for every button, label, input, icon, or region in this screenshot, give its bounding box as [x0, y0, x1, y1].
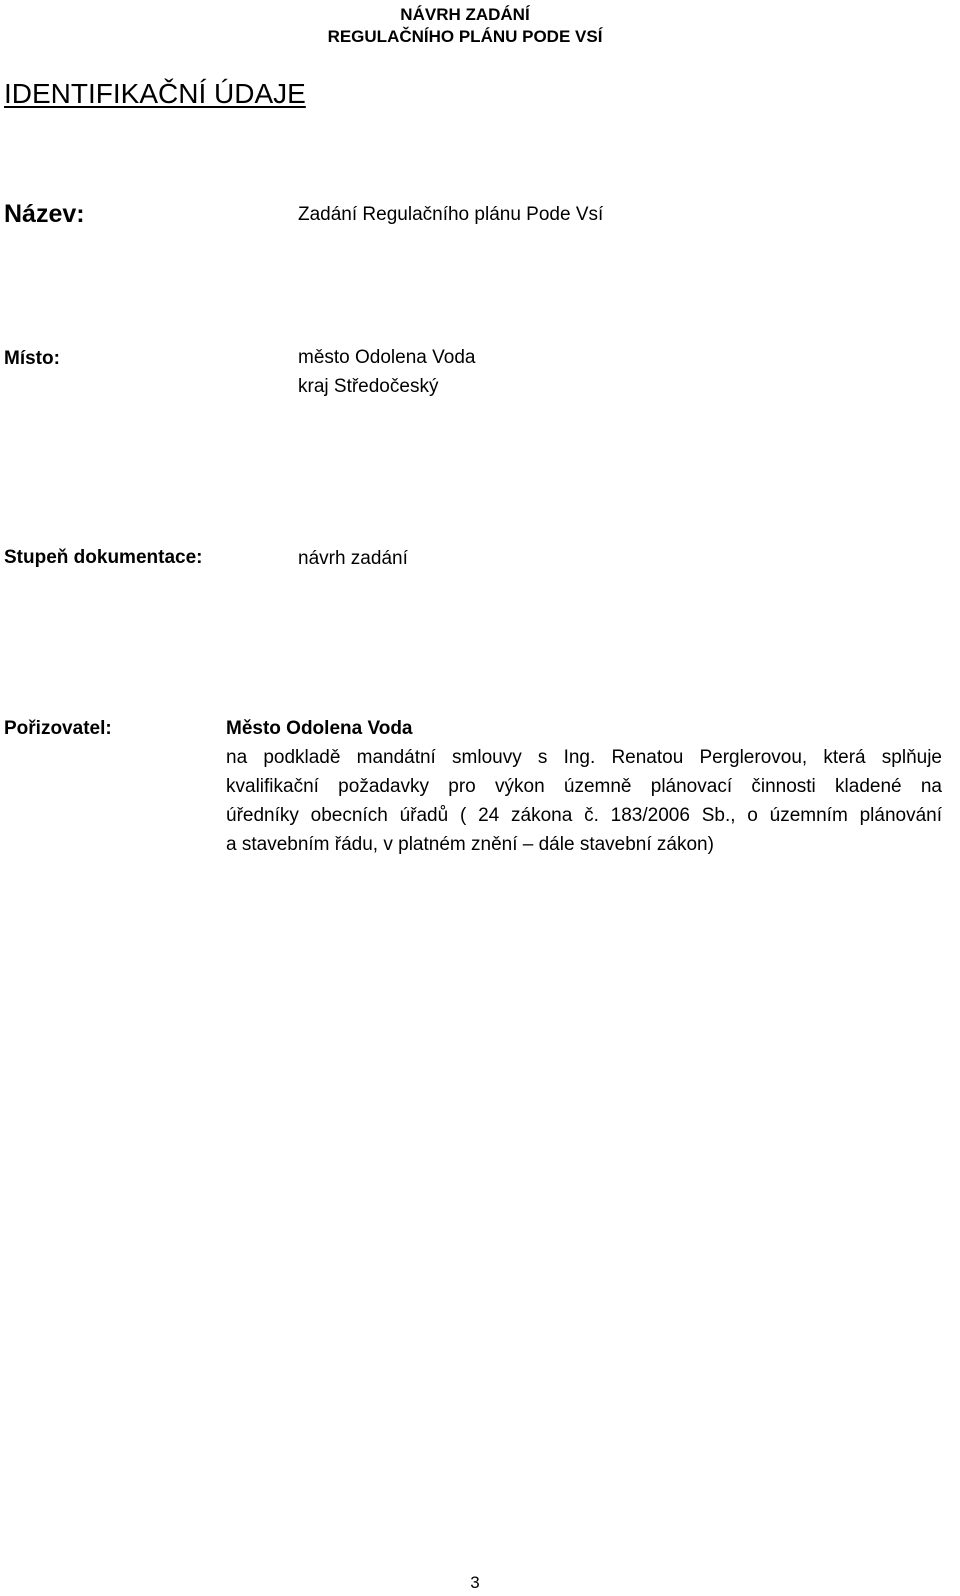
porizovatel-description: [226, 743, 942, 859]
porizovatel-text-line-3: úředníky obecních úřadů ( 24 zákona č. 183/2006 Sb., o územním plánování: [226, 805, 942, 826]
porizovatel-value: [226, 714, 942, 859]
porizovatel-name: Město Odolena Voda: [226, 718, 413, 739]
nazev-value: Zadání Regulačního plánu Pode Vsí: [298, 204, 604, 225]
misto-value-line-2: kraj Středočeský: [298, 376, 439, 397]
misto-value-line-1: město Odolena Voda: [298, 347, 476, 368]
porizovatel-text-line-1: na podkladě mandátní smlouvy s Ing. Renatou Perglerovou, která splňuje: [226, 747, 942, 768]
document-header: [300, 4, 630, 48]
stupen-label: Stupeň dokumentace:: [4, 547, 203, 568]
header-line-1: NÁVRH ZADÁNÍ: [400, 5, 530, 24]
porizovatel-text-line-2: kvalifikační požadavky pro výkon územně plánovací činnosti kladené na: [226, 776, 942, 797]
porizovatel-text-line-4: a stavebním řádu, v platném znění – dále stavební zákon): [226, 834, 714, 855]
stupen-value: návrh zadání: [298, 548, 408, 569]
misto-value: [298, 343, 475, 401]
nazev-label: Název:: [4, 200, 85, 228]
header-line-2: REGULAČNÍHO PLÁNU PODE VSÍ: [327, 27, 603, 46]
page-number: 3: [470, 1573, 480, 1592]
misto-label: Místo:: [4, 348, 60, 369]
section-title: IDENTIFIKAČNÍ ÚDAJE: [4, 78, 306, 109]
porizovatel-label: Pořizovatel:: [4, 718, 112, 739]
